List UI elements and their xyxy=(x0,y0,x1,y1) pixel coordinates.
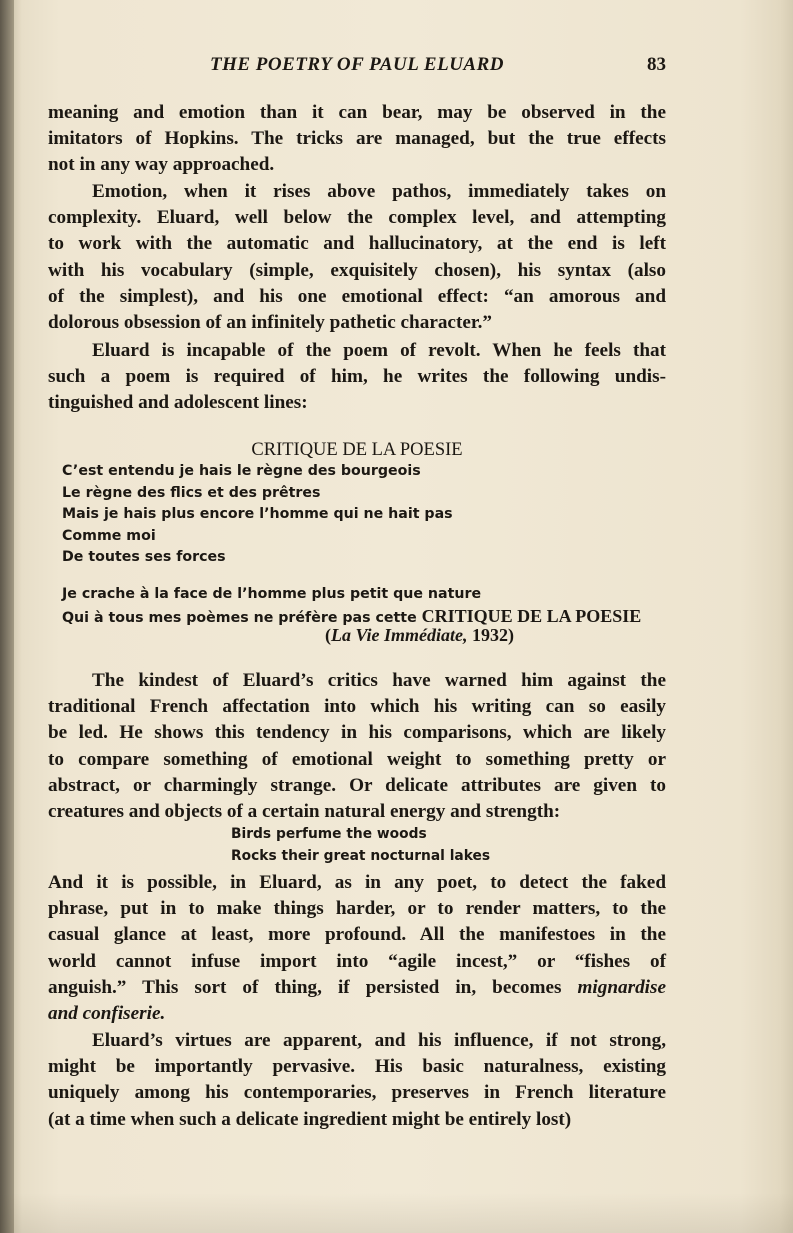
page-header xyxy=(48,54,666,82)
source-paren: ( xyxy=(325,625,331,645)
paragraph-6 xyxy=(48,1028,666,1133)
page-number: 83 xyxy=(647,54,666,75)
poem-line: Le règne des flics et des prêtres xyxy=(62,484,321,501)
text-line: dolorous obsession of an infinitely pathetic character.” xyxy=(48,312,492,334)
source-year: 1932) xyxy=(467,625,514,645)
text-line: casual glance at least, more profound. All the manifestoes in the xyxy=(48,924,666,946)
text-line: traditional French affectation into which his writing can so easily xyxy=(48,696,666,718)
italic-term: and confiserie. xyxy=(48,1003,166,1025)
poem-line: De toutes ses forces xyxy=(62,549,226,565)
running-head: THE POETRY OF PAUL ELUARD xyxy=(209,54,504,75)
text-line: Eluard is incapable of the poem of revolt. When he feels that xyxy=(92,340,666,361)
text-line: imitators of Hopkins. The tricks are managed, but the true effects xyxy=(48,128,666,150)
text-line: might be importantly pervasive. His basic naturalness, existing xyxy=(48,1056,666,1078)
text-line: The kindest of Eluard’s critics have warned him against the xyxy=(92,670,666,691)
text-line: phrase, put in to make things harder, or to render matters, to the xyxy=(48,898,666,920)
text-line: of the simplest), and his one emotional effect: “an amorous and xyxy=(48,285,666,307)
poem-stanza-1 xyxy=(62,461,662,569)
poem-line: Mais je hais plus encore l’homme qui ne hait pas xyxy=(62,506,453,522)
text-line: Emotion, when it rises above pathos, immediately takes on xyxy=(92,181,666,202)
text-line: be led. He shows this tendency in his comparisons, which are likely xyxy=(48,722,666,744)
poem-line: Comme moi xyxy=(62,527,156,544)
text-line: meaning and emotion than it can bear, may be observed in the xyxy=(48,102,666,123)
poem-source xyxy=(325,625,514,646)
text-line: world cannot infuse import into “agile incest,” or “fishes of xyxy=(48,950,666,972)
text-line xyxy=(48,1001,666,1027)
couplet-line: Birds perfume the woods xyxy=(231,826,427,842)
poem-line: C’est entendu je hais le règne des bourgeois xyxy=(62,463,421,479)
page-shadow xyxy=(0,1193,793,1233)
quoted-couplet xyxy=(231,824,490,867)
poem-stanza-2 xyxy=(62,584,662,629)
text-line: to work with the automatic and hallucinatory, at the end is left xyxy=(48,233,666,255)
text-line: And it is possible, in Eluard, as in any poet, to detect the faked xyxy=(48,872,666,893)
text-line: uniquely among his contemporaries, preserves in French literature xyxy=(48,1082,666,1104)
italic-term: mignardise xyxy=(577,976,666,998)
poem-line-text: Qui à tous mes poèmes ne préfère pas cette xyxy=(62,609,422,626)
text-line: complexity. Eluard, well below the complex level, and attempting xyxy=(48,207,666,229)
text-line: abstract, or charmingly strange. Or delicate attributes are given to xyxy=(48,774,666,796)
text-line: tinguished and adolescent lines: xyxy=(48,392,308,414)
paragraph-5 xyxy=(48,870,666,1027)
text-line: such a poem is required of him, he writes the following undis- xyxy=(48,366,666,388)
poem-title: CRITIQUE DE LA POESIE xyxy=(251,440,463,460)
text-line: to compare something of emotional weight to something pretty or xyxy=(48,748,666,770)
paragraph-4 xyxy=(48,668,666,825)
paragraph-3 xyxy=(48,338,666,417)
text-line: not in any way approached. xyxy=(48,154,275,176)
source-title: La Vie Immédiate, xyxy=(331,625,468,645)
poem-line-caps: CRITIQUE DE LA POESIE xyxy=(421,605,642,626)
poem-line: Je crache à la face de l’homme plus petit que nature xyxy=(62,586,482,602)
paragraph-1 xyxy=(48,100,666,179)
text-line: with his vocabulary (simple, exquisitely chosen), his syntax (also xyxy=(48,259,666,281)
text-line xyxy=(48,975,666,1001)
text-line: creatures and objects of a certain natural energy and strength: xyxy=(48,801,561,823)
book-gutter xyxy=(0,0,14,1233)
text-line: Eluard’s virtues are apparent, and his influence, if not strong, xyxy=(92,1030,666,1051)
text-line: (at a time when such a delicate ingredient might be entirely lost) xyxy=(48,1108,572,1130)
paragraph-2 xyxy=(48,179,666,336)
text-span: anguish.” This sort of thing, if persisted in, becomes xyxy=(48,976,578,998)
couplet-line: Rocks their great nocturnal lakes xyxy=(231,847,491,864)
